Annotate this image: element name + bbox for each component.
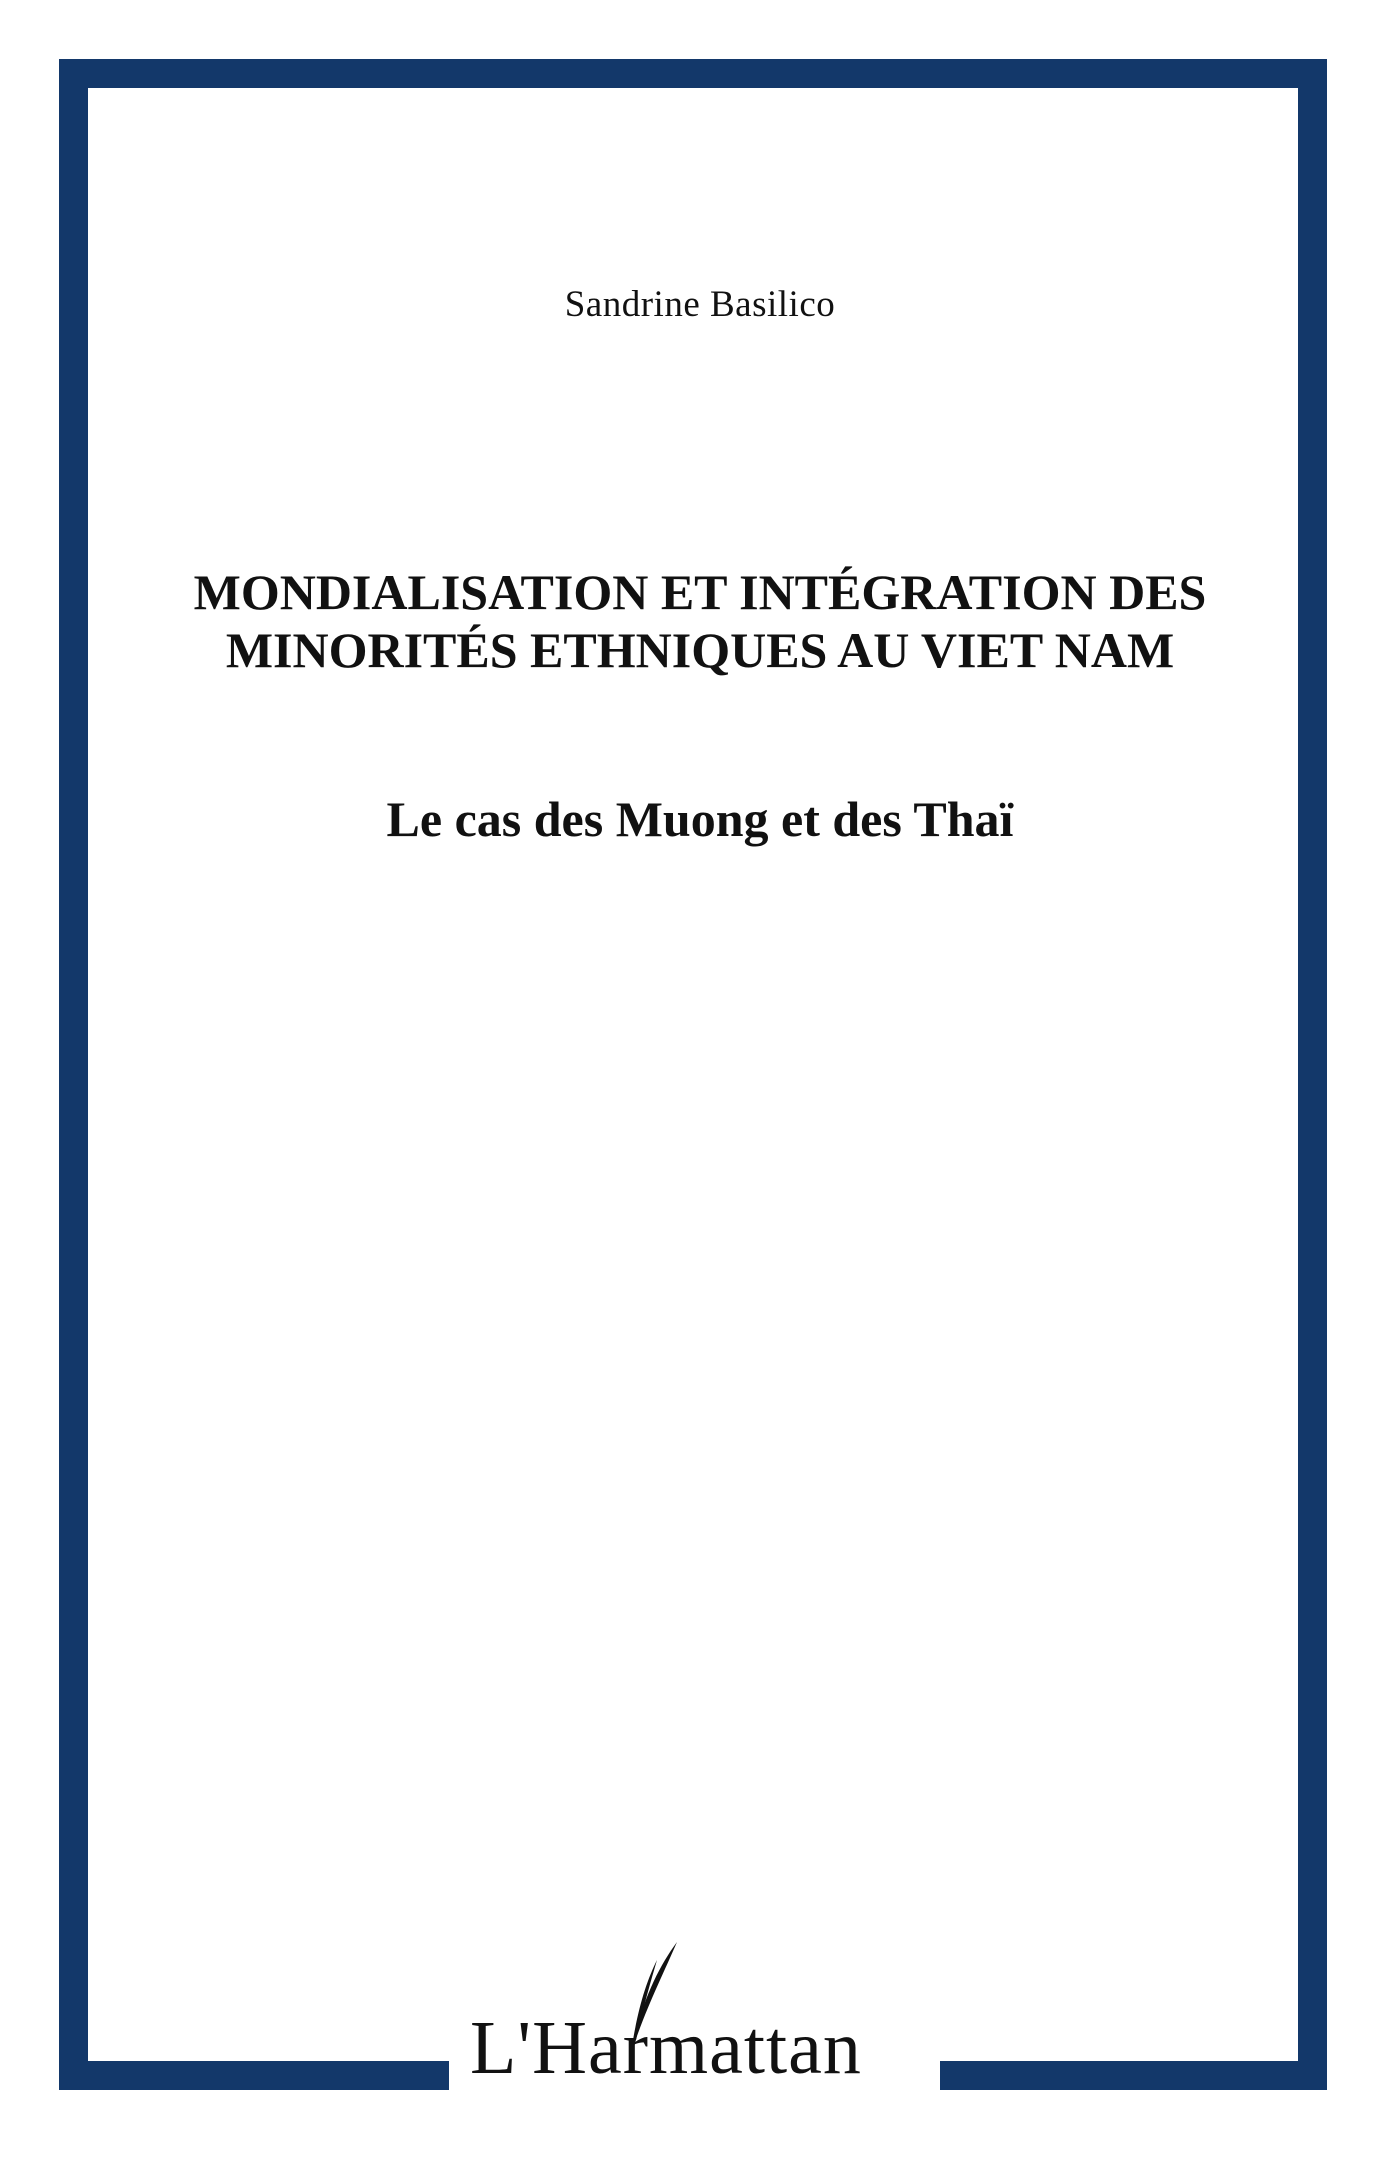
border-frame-top xyxy=(59,59,1327,88)
border-frame-bottom-right xyxy=(940,2061,1327,2090)
publisher-logo xyxy=(470,1940,930,2100)
border-frame-bottom-left xyxy=(59,2061,449,2090)
author-name: Sandrine Basilico xyxy=(564,284,836,325)
border-frame-left xyxy=(59,59,88,2090)
border-frame-right xyxy=(1298,59,1327,2090)
book-subtitle: Le cas des Muong et des Thaï xyxy=(386,791,1014,847)
book-title: MONDIALISATION ET INTÉGRATION DES MINORITÉS ETHNIQUES AU VIET NAM xyxy=(193,564,1207,678)
publisher-name: L'Harmattan xyxy=(470,2006,862,2090)
